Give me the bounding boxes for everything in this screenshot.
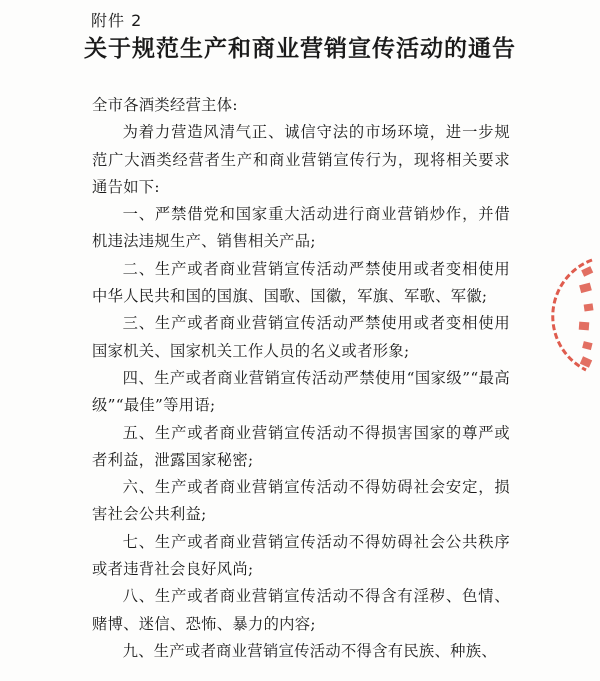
rule-item-6: 六、生产或者商业营销宣传活动不得妨碍社会安定，损害社会公共利益; <box>92 478 510 524</box>
rule-item-9: 九、生产或者商业营销宣传活动不得含有民族、种族、 <box>122 641 497 660</box>
document-title: 关于规范生产和商业营销宣传活动的通告 <box>84 35 516 62</box>
rule-item-2: 二、生产或者商业营销宣传活动严禁使用或者变相使用中华人民共和国的国旗、国歌、国徽，军旗、军歌、军徽; <box>92 259 510 306</box>
rule-item-8: 八、生产或者商业营销宣传活动不得含有淫秽、色情、赌博、迷信、恐怖、暴力的内容; <box>92 587 510 633</box>
rule-item-7: 七、生产或者商业营销宣传活动不得妨碍社会公共秩序或者违背社会良好风尚; <box>92 532 510 579</box>
rule-item-1: 一、严禁借党和国家重大活动进行商业营销炒作，并借机违法违规生产、销售相关产品; <box>92 205 510 251</box>
document-body <box>92 92 510 665</box>
official-seal-stamp <box>578 258 600 378</box>
attachment-label: 附件 2 <box>91 11 143 30</box>
rule-item-4: 四、生产或者商业营销宣传活动严禁使用“国家级”“最高级”“最佳”等用语; <box>92 368 510 415</box>
intro-paragraph: 为着力营造风清气正、诚信守法的市场环境，进一步规范广大酒类经营者生产和商业营销宣传行为，现将相关要求通告如下: <box>92 123 510 196</box>
rule-item-3: 三、生产或者商业营销宣传活动严禁使用或者变相使用国家机关、国家机关工作人员的名义或者形象; <box>92 314 510 360</box>
rule-item-5: 五、生产或者商业营销宣传活动不得损害国家的尊严或者利益，泄露国家秘密; <box>92 423 510 469</box>
salutation: 全市各酒类经营主体: <box>92 96 238 114</box>
